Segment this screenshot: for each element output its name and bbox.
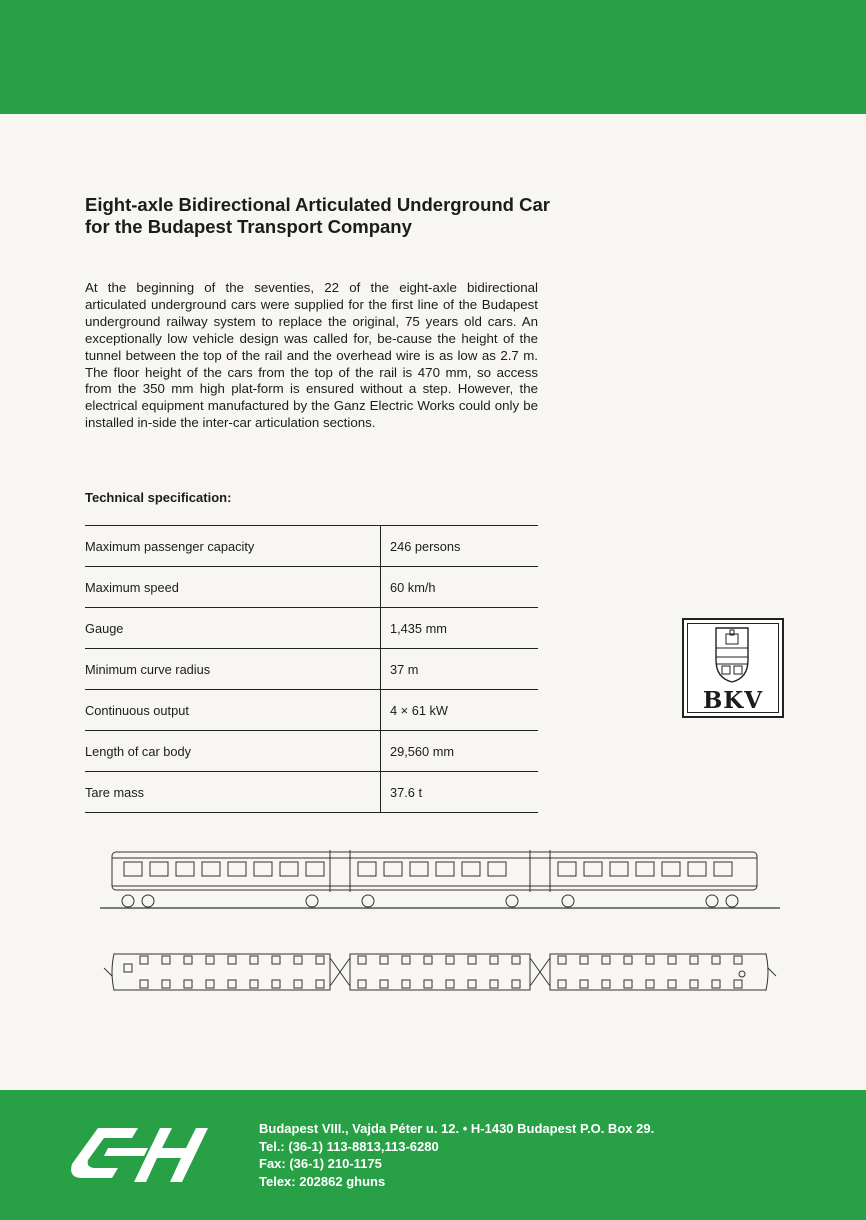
seat: [402, 980, 410, 988]
seat: [250, 980, 258, 988]
spec-label: Continuous output: [85, 702, 189, 718]
seat: [272, 956, 280, 964]
seat: [512, 956, 520, 964]
telephone: Tel.: (36-1) 113-8813,113-6280: [259, 1138, 439, 1154]
car-window: [306, 862, 324, 876]
car-side-elevation-drawing: [100, 846, 780, 914]
ganz-logo-icon: [68, 1124, 204, 1186]
seat: [468, 980, 476, 988]
spec-table: [85, 525, 538, 813]
seat: [512, 980, 520, 988]
seat: [446, 956, 454, 964]
seat: [272, 980, 280, 988]
seat: [646, 980, 654, 988]
seat: [184, 956, 192, 964]
car-window: [410, 862, 428, 876]
seat: [734, 956, 742, 964]
wheel: [706, 895, 718, 907]
seat: [734, 980, 742, 988]
car-window: [124, 862, 142, 876]
seat: [668, 980, 676, 988]
car-window: [150, 862, 168, 876]
car-window: [462, 862, 480, 876]
fax: Fax: (36-1) 210-1175: [259, 1156, 382, 1171]
wheel: [506, 895, 518, 907]
spec-value: 60 km/h: [381, 567, 539, 608]
postal-address: Budapest VIII., Vajda Péter u. 12. • H-1430 Budapest P.O. Box 29.: [259, 1121, 655, 1136]
car-window: [384, 862, 402, 876]
spec-value: 1,435 mm: [381, 608, 539, 649]
car-window: [584, 862, 602, 876]
seat: [402, 956, 410, 964]
car-window: [358, 862, 376, 876]
seat: [316, 956, 324, 964]
car-window: [254, 862, 272, 876]
bkv-logo-text: BKV: [702, 687, 764, 714]
seat: [140, 956, 148, 964]
seat: [558, 956, 566, 964]
spec-row: [85, 526, 538, 567]
seat: [624, 980, 632, 988]
seat: [294, 980, 302, 988]
seat: [228, 956, 236, 964]
title-line-1: Eight-axle Bidirectional Articulated Underground Car: [85, 194, 550, 215]
car-window: [714, 862, 732, 876]
seat: [250, 956, 258, 964]
spec-row: [85, 649, 538, 690]
seat: [490, 956, 498, 964]
car-window: [662, 862, 680, 876]
seat: [580, 956, 588, 964]
car-window: [488, 862, 506, 876]
seat: [424, 980, 432, 988]
seat: [228, 980, 236, 988]
seat: [446, 980, 454, 988]
spec-label: Tare mass: [85, 784, 145, 800]
page-title: [85, 194, 645, 238]
bkv-logo: [682, 618, 784, 718]
car-window: [202, 862, 220, 876]
intro-paragraph: At the beginning of the seventies, 22 of the eight-axle bidirectional articulated underground cars were supplied for the first line of the Budapest underground railway system to replace the original, 75 years old cars. An exceptionally low vehicle design was called for, be-cause the height of the tunnel between the top of the rail and the overhead wire is as low as 2.7 m. The floor height of the cars from the top of the rail is 470 mm, so access from the 350 mm high plat-form is ensured without a step. However, the electrical equipment manufactured by the Ganz Electric Works could only be installed in-side the inter-car articulation sections.: [85, 280, 538, 431]
car-window: [176, 862, 194, 876]
seat: [206, 980, 214, 988]
seat: [624, 956, 632, 964]
spec-label: Maximum passenger capacity: [85, 538, 255, 554]
wheel: [362, 895, 374, 907]
seat: [184, 980, 192, 988]
contact-block: [259, 1120, 654, 1190]
spec-value: 246 persons: [381, 526, 539, 567]
seat: [712, 980, 720, 988]
seat: [690, 980, 698, 988]
spec-label: Minimum curve radius: [85, 661, 211, 677]
budapest-coat-of-arms-icon: [714, 626, 750, 684]
spec-row: [85, 731, 538, 772]
car-window: [280, 862, 298, 876]
seat: [712, 956, 720, 964]
spec-value: 37.6 t: [381, 772, 539, 813]
seat: [294, 956, 302, 964]
spec-value: 29,560 mm: [381, 731, 539, 772]
car-window: [436, 862, 454, 876]
seat: [468, 956, 476, 964]
spec-row: [85, 690, 538, 731]
seat: [558, 980, 566, 988]
car-window: [688, 862, 706, 876]
seat: [668, 956, 676, 964]
seat: [380, 956, 388, 964]
spec-row: [85, 772, 538, 813]
spec-label: Maximum speed: [85, 579, 179, 595]
wheel: [122, 895, 134, 907]
spec-value: 37 m: [381, 649, 539, 690]
seat: [358, 980, 366, 988]
spec-label: Gauge: [85, 620, 124, 636]
top-green-band: [0, 0, 866, 114]
seat: [602, 956, 610, 964]
seat: [358, 956, 366, 964]
telex: Telex: 202862 ghuns: [259, 1173, 386, 1189]
seat: [602, 980, 610, 988]
wheel: [562, 895, 574, 907]
seat: [380, 980, 388, 988]
seat: [490, 980, 498, 988]
spec-value: 4 × 61 kW: [381, 690, 539, 731]
seat: [162, 956, 170, 964]
seat: [424, 956, 432, 964]
seat: [316, 980, 324, 988]
seat: [140, 980, 148, 988]
wheel: [142, 895, 154, 907]
spec-row: [85, 608, 538, 649]
wheel: [306, 895, 318, 907]
seat: [690, 956, 698, 964]
car-window: [558, 862, 576, 876]
spec-label: Length of car body: [85, 743, 192, 759]
spec-row: [85, 567, 538, 608]
seat: [580, 980, 588, 988]
title-line-2: for the Budapest Transport Company: [85, 216, 412, 237]
seat: [206, 956, 214, 964]
car-window: [636, 862, 654, 876]
car-window: [610, 862, 628, 876]
wheel: [726, 895, 738, 907]
car-window: [228, 862, 246, 876]
seat: [162, 980, 170, 988]
car-plan-view-drawing: [100, 944, 780, 1000]
spec-heading: Technical specification:: [85, 490, 232, 505]
seat: [646, 956, 654, 964]
